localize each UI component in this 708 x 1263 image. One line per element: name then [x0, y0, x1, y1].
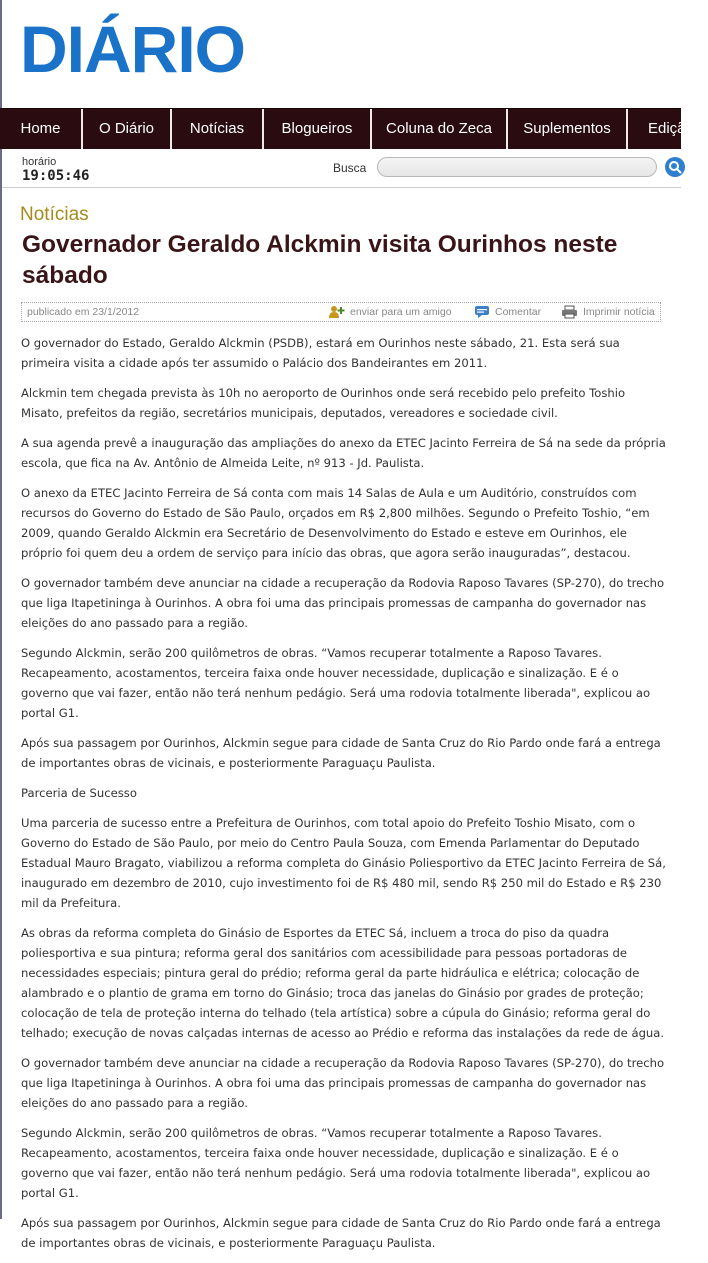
main-nav: [0, 108, 694, 149]
article-body: [21, 333, 667, 1263]
article-subheading: Parceria de Sucesso: [21, 786, 137, 800]
publish-date: publicado em 23/1/2012: [27, 306, 140, 318]
article-paragraph: As obras da reforma completa do Ginásio de Esportes da ETEC Sá, incluem a troca do piso da quadra poliesportiva e sua pintura; reforma geral dos sanitários com acessibilidade para pessoas portadoras de necessidades especiais; pintura geral do prédio; reforma geral da parte hidráulica e elétrica; colocação de alambrado e o plantio de grama em torno do Ginásio; troca das janelas do Ginásio por grades de proteção; colocação de tela de proteção interna do telhado (tela artística) sobre a cúpula do Ginásio; reforma geral do telhado; execução de novas calçadas internas de acesso ao Prédio e reforma das instalações da rede de água.: [21, 926, 665, 1040]
article-paragraph: Uma parceria de sucesso entre a Prefeitura de Ourinhos, com total apoio do Prefeito Toshio Misato, com o Governo do Estado de São Paulo, por meio do Centro Paula Souza, com Emenda Parlamentar do Deputado Estadual Mauro Bragato, viabilizou a reforma completa do Ginásio Poliesportivo da ETEC Jacinto Ferreira de Sá, inaugurado em dezembro de 2010, cujo investimento foi de R$ 480 mil, sendo R$ 250 mil do Estado e R$ 230 mil da Prefeitura.: [21, 816, 666, 910]
article-info-bar: [21, 302, 661, 322]
site-logo[interactable]: DIÁRIO: [20, 12, 245, 86]
nav-item-edicao[interactable]: Edição: [648, 120, 694, 137]
send-to-friend-label: enviar para um amigo: [350, 306, 452, 318]
nav-item-home[interactable]: Home: [0, 109, 83, 149]
article-paragraph: Segundo Alckmin, serão 200 quilômetros de obras. “Vamos recuperar totalmente a Raposo Tavares. Recapeamento, acostamentos, terceira faixa onde houver necessidade, duplicação e sinalização. E é o governo que vai fazer, então não terá nenhum pedágio. Será uma rodovia totalmente liberada", explicou ao portal G1.: [21, 1126, 651, 1200]
article-paragraph: O anexo da ETEC Jacinto Ferreira de Sá conta com mais 14 Salas de Aula e um Auditório, construídos com recursos do Governo do Estado de São Paulo, orçados em R$ 2,800 milhões. Segundo o Prefeito Toshio, “em 2009, quando Geraldo Alckmin era Secretário de Desenvolvimento do Estado e esteve em Ourinhos, ele próprio foi quem deu a ordem de serviço para início das obras, que agora serão inauguradas”, destacou.: [21, 486, 650, 560]
article-paragraph: Após sua passagem por Ourinhos, Alckmin segue para cidade de Santa Cruz do Rio Pardo onde fará a entrega de importantes obras de vicinais, e posteriormente Paraguaçu Paulista.: [21, 1216, 661, 1250]
print-label: Imprimir notícia: [583, 306, 655, 318]
search-button[interactable]: [665, 157, 685, 177]
section-title[interactable]: Notícias: [20, 204, 89, 225]
nav-item-noticias[interactable]: Notícias: [172, 109, 264, 149]
print-link[interactable]: [561, 305, 655, 319]
comment-link[interactable]: [474, 305, 541, 318]
comment-icon: [474, 305, 490, 318]
add-user-icon: [328, 305, 345, 319]
article-paragraph: O governador do Estado, Geraldo Alckmin (PSDB), estará em Ourinhos neste sábado, 21. Esta será sua primeira visita a cidade após ter assumido o Palácio dos Bandeirantes em 2011.: [21, 336, 620, 370]
nav-item-coluna-do-zeca[interactable]: Coluna do Zeca: [372, 109, 508, 149]
article-title: Governador Geraldo Alckmin visita Ourinhos neste sábado: [22, 231, 618, 289]
clock-time: 19:05:46: [22, 168, 90, 184]
clock-label: horário: [22, 156, 57, 168]
search-input[interactable]: [377, 157, 657, 177]
search-icon: [668, 160, 682, 174]
search-label: Busca: [333, 161, 367, 175]
header-divider: [2, 187, 681, 188]
nav-item-o-diario[interactable]: O Diário: [83, 109, 172, 149]
nav-item-blogueiros[interactable]: Blogueiros: [264, 109, 372, 149]
article-paragraph: Após sua passagem por Ourinhos, Alckmin segue para cidade de Santa Cruz do Rio Pardo onde fará a entrega de importantes obras de vicinais, e posteriormente Paraguaçu Paulista.: [21, 736, 661, 770]
printer-icon: [561, 305, 578, 319]
article-paragraph: Segundo Alckmin, serão 200 quilômetros de obras. “Vamos recuperar totalmente a Raposo Tavares. Recapeamento, acostamentos, terceira faixa onde houver necessidade, duplicação e sinalização. E é o governo que vai fazer, então não terá nenhum pedágio. Será uma rodovia totalmente liberada", explicou ao portal G1.: [21, 646, 651, 720]
article-paragraph: O governador também deve anunciar na cidade a recuperação da Rodovia Raposo Tavares (SP-270), do trecho que liga Itapetininga à Ourinhos. A obra foi uma das principais promessas de campanha do governador nas eleições do ano passado para a região.: [21, 576, 665, 630]
article-paragraph: O governador também deve anunciar na cidade a recuperação da Rodovia Raposo Tavares (SP-270), do trecho que liga Itapetininga à Ourinhos. A obra foi uma das principais promessas de campanha do governador nas eleições do ano passado para a região.: [21, 1056, 665, 1110]
page-left-border: [0, 0, 2, 1219]
comment-label: Comentar: [495, 305, 542, 318]
article-paragraph: A sua agenda prevê a inauguração das ampliações do anexo da ETEC Jacinto Ferreira de Sá na sede da própria escola, que fica na Av. Antônio de Almeida Leite, nº 913 - Jd. Paulista.: [21, 436, 666, 470]
article-paragraph: Alckmin tem chegada prevista às 10h no aeroporto de Ourinhos onde será recebido pelo prefeito Toshio Misato, prefeitos da região, secretários municipais, deputados, vereadores e sociedade civil.: [21, 386, 626, 420]
send-to-friend-link[interactable]: [328, 305, 452, 319]
nav-item-suplementos[interactable]: Suplementos: [508, 109, 628, 149]
